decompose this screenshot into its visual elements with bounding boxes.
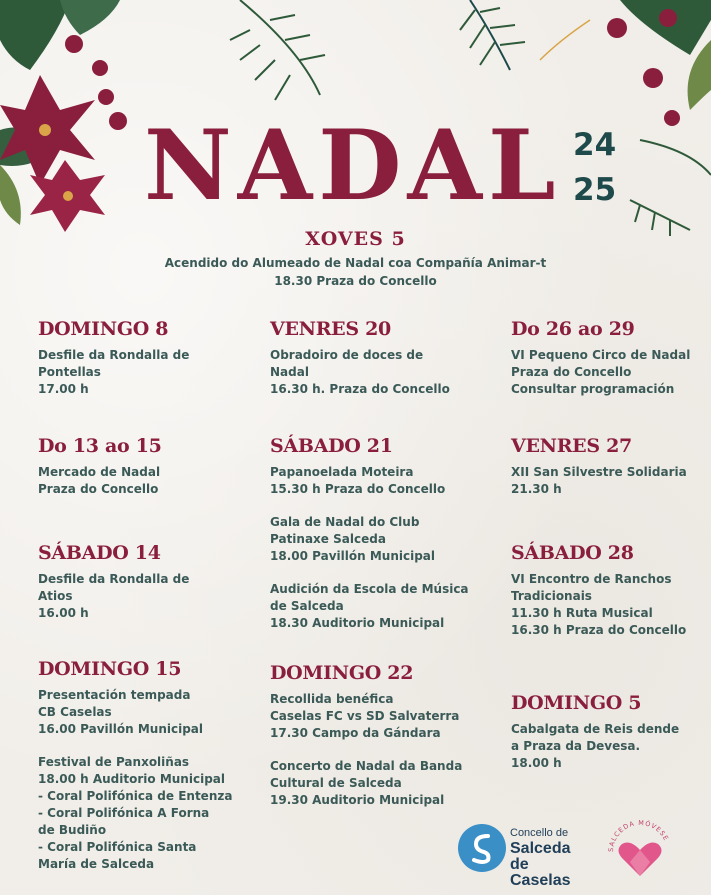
- event-day: SÁBADO 21: [270, 435, 393, 457]
- event-line: Gala de Nadal do Club: [270, 514, 420, 529]
- event-line: Desfile da Rondalla de: [38, 347, 190, 362]
- heart-logo-icon: [605, 818, 675, 888]
- intro-line: 18.30 Praza do Concello: [274, 274, 437, 288]
- event-line: 15.30 h Praza do Concello: [270, 481, 446, 496]
- event-line: de Salceda: [270, 598, 344, 613]
- event-block: [511, 319, 711, 398]
- event-line: Mercado de Nadal: [38, 464, 161, 479]
- intro-line: Acendido do Alumeado de Nadal coa Compañía Animar-t: [164, 256, 547, 270]
- event-line: Nadal: [270, 364, 309, 379]
- event-line: Recollida benéfica: [270, 691, 394, 706]
- event-day: VENRES 27: [511, 435, 632, 457]
- event-line: Tradicionais: [511, 588, 592, 603]
- event-line: VI Pequeno Circo de Nadal: [511, 347, 691, 362]
- event-line: 16.30 h. Praza do Concello: [270, 381, 450, 396]
- year-bottom: 25: [573, 172, 617, 208]
- concello-logo-icon: [458, 824, 506, 872]
- event-line: - Coral Polifónica Santa: [38, 839, 197, 854]
- event-line: Pontellas: [38, 364, 101, 379]
- concello-line: de Caselas: [510, 856, 571, 889]
- event-line: Praza do Concello: [511, 364, 632, 379]
- event-block: [270, 436, 485, 632]
- event-day: DOMINGO 5: [511, 692, 642, 714]
- year-top: 24: [573, 127, 617, 163]
- concello-line: Concello de: [510, 827, 569, 839]
- event-line: Presentación tempada: [38, 687, 191, 702]
- event-line: Concerto de Nadal da Banda: [270, 758, 463, 773]
- event-line: a Praza da Devesa.: [511, 738, 641, 753]
- event-line: 18.00 h: [511, 755, 562, 770]
- event-line: 18.00 Pavillón Municipal: [270, 548, 435, 563]
- event-block: [511, 693, 711, 772]
- event-day: Do 13 ao 15: [38, 435, 162, 457]
- concello-logo: [458, 824, 571, 889]
- event-line: Patinaxe Salceda: [270, 531, 386, 546]
- concello-line: Salceda: [510, 840, 571, 857]
- berry-icon: [607, 9, 680, 126]
- event-block: [511, 436, 711, 498]
- event-day: SÁBADO 14: [38, 542, 161, 564]
- event-line: 17.30 Campo da Gándara: [270, 725, 441, 740]
- event-block: [511, 543, 711, 639]
- svg-text:SALCEDA MÓVESE: [607, 819, 670, 853]
- event-line: 11.30 h Ruta Musical: [511, 605, 653, 620]
- event-block: [270, 319, 485, 398]
- event-line: VI Encontro de Ranchos: [511, 571, 672, 586]
- event-line: - Coral Polifónica A Forna: [38, 805, 210, 820]
- event-day: DOMINGO 22: [270, 662, 414, 684]
- event-line: CB Caselas: [38, 704, 112, 719]
- event-line: 18.30 Auditorio Municipal: [270, 615, 445, 630]
- event-line: Caselas FC vs SD Salvaterra: [270, 708, 460, 723]
- event-line: Cabalgata de Reis dende: [511, 721, 680, 736]
- event-block: [38, 659, 253, 873]
- pine-branch-icon: [230, 0, 525, 100]
- event-line: 16.30 h Praza do Concello: [511, 622, 687, 637]
- event-line: Desfile da Rondalla de: [38, 571, 190, 586]
- event-block: [38, 319, 253, 398]
- event-day: Do 26 ao 29: [511, 318, 635, 340]
- event-line: María de Salceda: [38, 856, 155, 871]
- event-day: VENRES 20: [270, 318, 391, 340]
- event-line: Consultar programación: [511, 381, 675, 396]
- event-day: DOMINGO 8: [38, 318, 169, 340]
- event-line: Papanoelada Moteira: [270, 464, 414, 479]
- event-line: 21.30 h: [511, 481, 562, 496]
- intro-day: XOVES 5: [305, 228, 406, 250]
- event-line: 19.30 Auditorio Municipal: [270, 792, 445, 807]
- event-line: - Coral Polifónica de Entenza: [38, 788, 233, 803]
- poster-title: NADAL: [144, 109, 562, 222]
- event-line: Obradoiro de doces de: [270, 347, 424, 362]
- event-day: SÁBADO 28: [511, 542, 634, 564]
- movese-text: SALCEDA MÓVESE: [606, 818, 671, 853]
- event-day: DOMINGO 15: [38, 658, 182, 680]
- event-line: Praza do Concello: [38, 481, 159, 496]
- event-block: [38, 543, 253, 622]
- event-block: [38, 436, 253, 498]
- event-line: 16.00 Pavillón Municipal: [38, 721, 203, 736]
- event-block: [270, 663, 485, 809]
- event-line: 18.00 h Auditorio Municipal: [38, 771, 225, 786]
- event-line: 17.00 h: [38, 381, 89, 396]
- event-line: de Budiño: [38, 822, 107, 837]
- salceda-movese-logo: [605, 818, 675, 892]
- event-line: Festival de Panxoliñas: [38, 754, 190, 769]
- event-line: Cultural de Salceda: [270, 775, 402, 790]
- event-line: Audición da Escola de Música: [270, 581, 469, 596]
- event-line: 16.00 h: [38, 605, 89, 620]
- event-line: XII San Silvestre Solidaria: [511, 464, 687, 479]
- event-line: Atios: [38, 588, 73, 603]
